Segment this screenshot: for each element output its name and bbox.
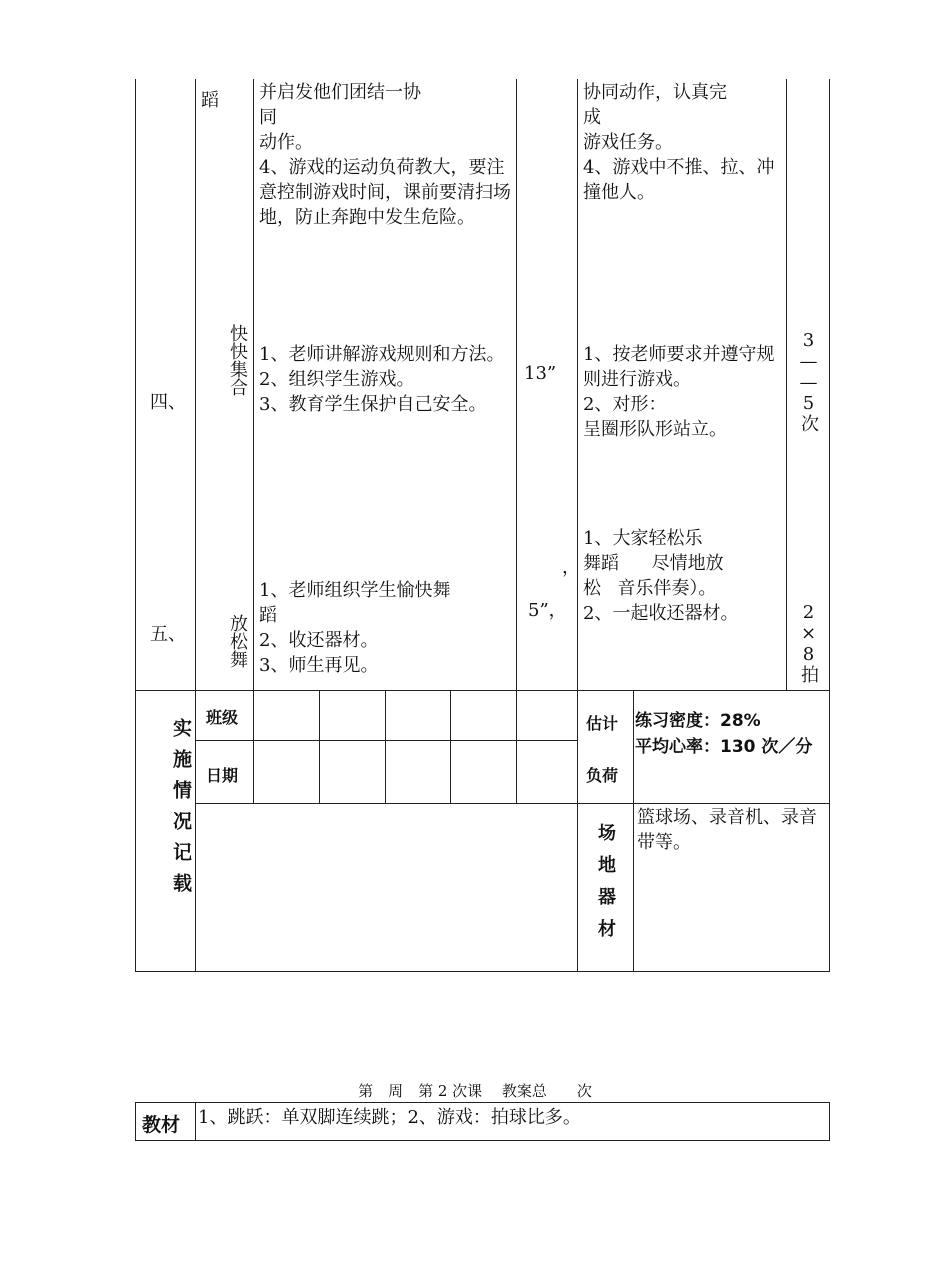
table-line <box>829 1102 830 1141</box>
teacher-activity-top: 并启发他们团结一协 同 动作。 4、游戏的运动负荷教大，要注意控制游戏时间，课前要清扫场地，防止奔跑中发生危险。 <box>259 82 511 228</box>
material-label: 教材 <box>142 1114 181 1136</box>
table-line <box>516 690 517 803</box>
material-value: 1、跳跃：单双脚连续跳；2、游戏：拍球比多。 <box>198 1107 581 1128</box>
table-line <box>195 803 577 804</box>
date-label: 日期 <box>206 766 239 785</box>
teacher-activity: 1、老师讲解游戏规则和方法。 2、组织学生游戏。 3、教育学生保护自己安全。 <box>259 344 505 415</box>
item-name: 快快集合 <box>227 324 248 396</box>
student-activity-top: 协同动作，认真完 成 游戏任务。 4、游戏中不推、拉、冲撞他人。 <box>583 82 775 203</box>
student-activity: 1、按老师要求并遵守规则进行游戏。 2、对形： 呈圈形队形站立。 <box>583 344 775 440</box>
table-line <box>319 690 320 803</box>
table-line <box>195 1102 196 1141</box>
table-line <box>516 79 517 690</box>
table-line <box>786 79 787 690</box>
table-line <box>135 1102 136 1141</box>
table-line <box>135 971 830 972</box>
table-line <box>577 803 830 804</box>
class-label: 班级 <box>206 708 239 727</box>
table-line <box>135 79 136 972</box>
table-line <box>577 79 578 972</box>
item-name-top: 蹈 <box>201 90 219 111</box>
estimate-label: 估计 <box>586 714 619 733</box>
time-value: 5”， <box>528 600 567 621</box>
repeat-count: 3——5次 <box>798 330 819 432</box>
table-line <box>450 690 451 803</box>
table-line <box>829 79 830 972</box>
record-title: 实施情况记载 <box>170 718 192 904</box>
lesson-header: 第 周 第 2 次课 教案总 次 <box>358 1082 592 1100</box>
table-line <box>195 79 196 972</box>
estimate-label: 负荷 <box>586 766 619 785</box>
average-heart-rate: 平均心率：130 次／分 <box>635 737 813 757</box>
item-name: 放松舞 <box>227 614 248 668</box>
table-line <box>253 79 254 690</box>
table-line <box>385 690 386 803</box>
table-line <box>135 1102 830 1103</box>
venue-equipment: 篮球场、录音机、录音带等。 <box>637 807 817 853</box>
time-value: 13” <box>524 363 557 384</box>
teacher-activity: 1、老师组织学生愉快舞 蹈 2、收还器材。 3、师生再见。 <box>259 580 451 676</box>
time-comma: ， <box>562 557 580 578</box>
table-line <box>633 690 634 972</box>
row-number: 四、 <box>150 392 186 413</box>
repeat-count: 2×8拍 <box>798 602 819 683</box>
venue-equipment-label: 场地器材 <box>595 823 616 951</box>
table-line <box>253 690 254 803</box>
student-activity: 1、大家轻松乐 舞蹈 尽情地放 松 音乐伴奏）。 2、一起收还器材。 <box>583 528 739 624</box>
row-number: 五、 <box>150 624 186 645</box>
exercise-density: 练习密度：28% <box>635 711 761 731</box>
table-line <box>135 1140 830 1141</box>
table-line <box>135 690 830 691</box>
